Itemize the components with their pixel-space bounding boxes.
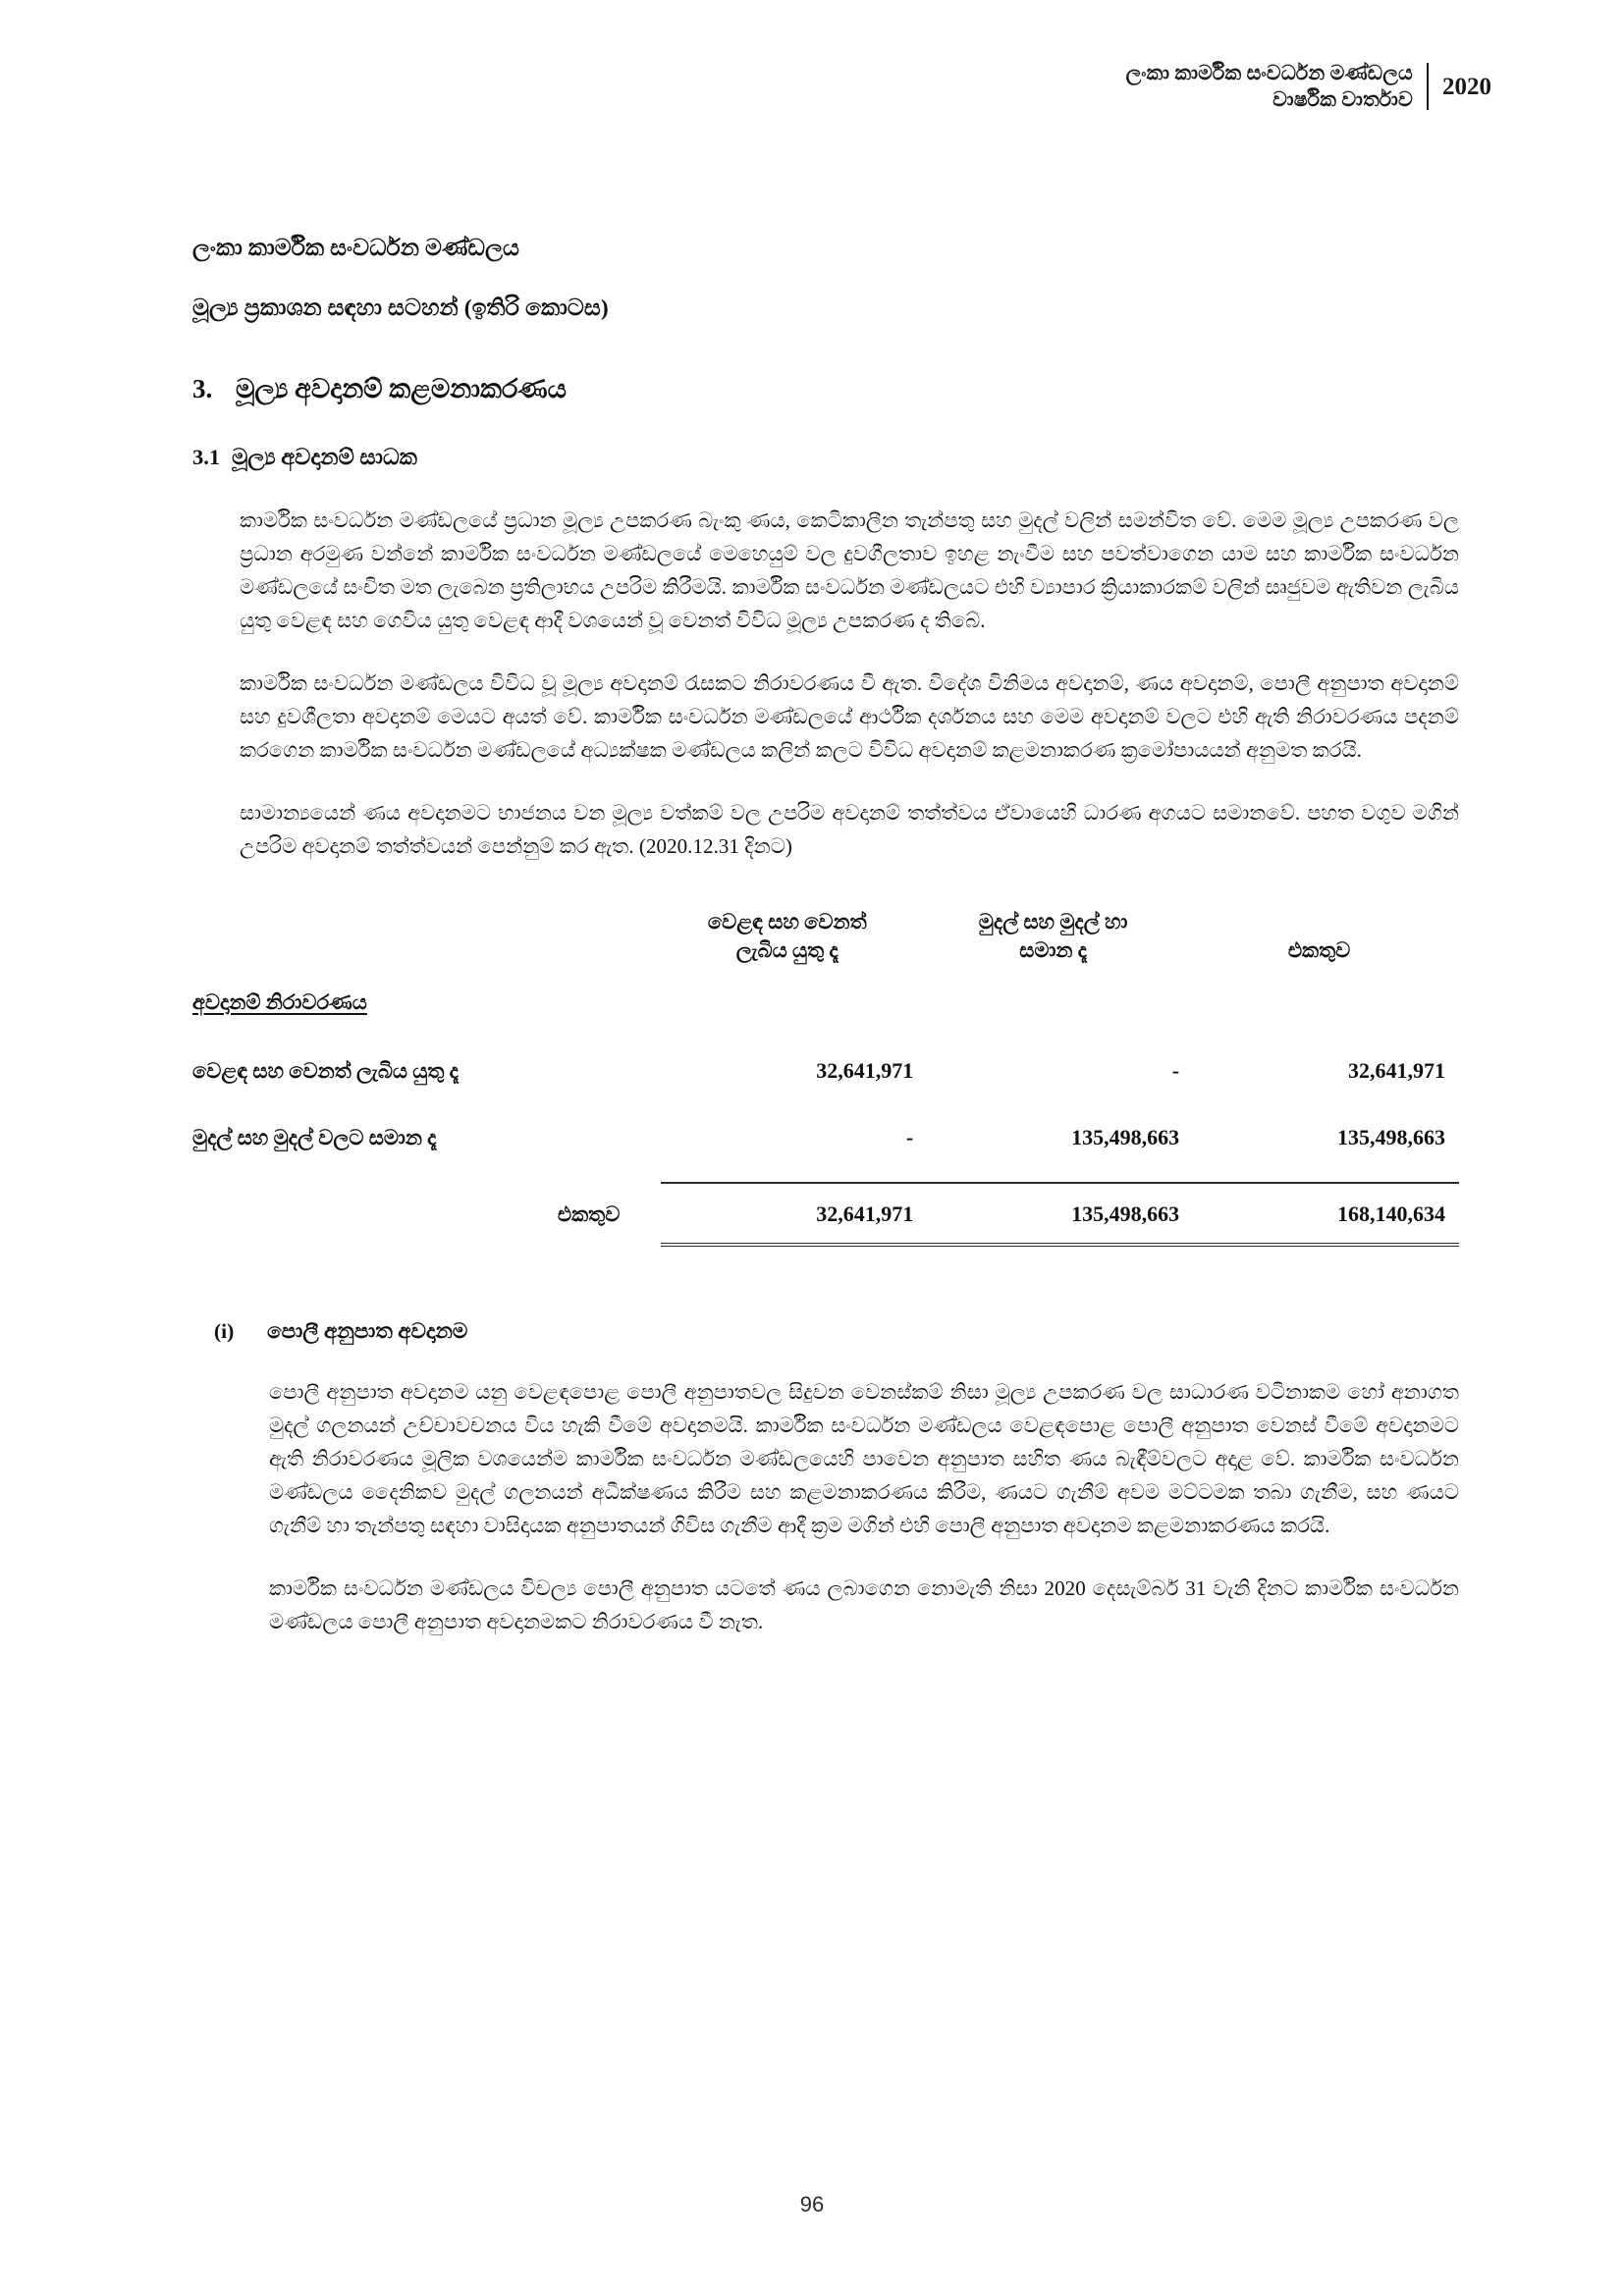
table-header-total-line1: එකතුව	[1287, 938, 1351, 963]
table-header-trade-receivables	[661, 908, 927, 990]
paragraph-3: සාමාන්‍යයෙන් ණය අවදානමට භාජනය වන මූල්‍ය වත්කම් වල උපරිම අවදානම් තත්ත්වය ඒවායෙහි ධාරණ අගයට සමානවේ. පහත වගුව මගින් උපරිම අවදානම් තත්ත්වයන් පෙන්නුම් කර ඇත. (2020.12.31 දිනට)	[240, 801, 1459, 859]
running-header	[1126, 61, 1491, 114]
section-heading	[192, 374, 1459, 405]
table-total-label: එකතුව	[557, 1202, 621, 1227]
table-group-label-cell	[192, 990, 661, 1048]
section-number: 3.	[192, 374, 213, 404]
table-cell-cash-equivalents: -	[1171, 1058, 1180, 1084]
table-cell-trade-receivables: -	[905, 1125, 914, 1150]
table-row	[192, 1115, 1459, 1183]
roman-subsection-body	[269, 1375, 1459, 1638]
section-heading-text: මූල්‍ය අවදානම් කළමනාකරණය	[236, 374, 568, 404]
page-number: 96	[799, 2192, 825, 2216]
roman-subsection-heading-text: පොලී අනුපාත අවදානම	[267, 1319, 468, 1344]
roman-paragraph-1: පොලී අනුපාත අවදානම යනු වෙළඳපොළ පොලී අනුපාතවල සිදුවන වෙනස්කම් නිසා මූල්‍ය උපකරණ වල සාධාරණ වටිනාකම හෝ අනාගත මුදල් ගලනයන් උච්චාවචනය විය හැකි වීමේ අවදානමයි. කාර්මික සංවර්ධන මණ්ඩලය වෙළඳපොළ පොලී අනුපාත වෙනස් වීමේ අවදානමට ඇති නිරාවරණය මූලික වශයෙන්ම කාර්මික සංවර්ධන මණ්ඩලයෙහි පාවෙන අනුපාත සහිත ණය බැඳීම්වලට අදාළ වේ. කාර්මික සංවර්ධන මණ්ඩලය දෛනිකව මුදල් ගලනයන් අධීක්ෂණය කිරීම සහ කළමනාකරණය කිරීම, ණයට ගැනීම් අවම මට්ටමක තබා ගැනීම, සහ ණයට ගැනීම් හා තැන්පතු සඳහා වාසිදායක අනුපාතයන් ගිවිස ගැනීම ආදී ක්‍රම මගින් එහි පොලී අනුපාත අවදානම කළමනාකරණය කරයි.	[269, 1380, 1459, 1538]
section-body	[240, 504, 1459, 863]
roman-numeral: (i)	[214, 1319, 235, 1344]
table-cell-total: 32,641,971	[1348, 1058, 1445, 1084]
table-row-label: මුදල් සහ මුදල් වලට සමාන දෑ	[192, 1126, 437, 1150]
roman-subsection-heading	[214, 1319, 1459, 1344]
table-header-cash-equivalents	[927, 908, 1193, 990]
table-cell-cash-equivalents: 135,498,663	[1071, 1125, 1180, 1150]
table-group-label-spacer-3	[1193, 990, 1459, 1048]
running-header-year: 2020	[1442, 74, 1491, 101]
table-group-label-spacer-1	[661, 990, 927, 1048]
table-group-label-row	[192, 990, 1459, 1048]
table-total-row	[192, 1183, 1459, 1245]
table-group-label: අවදානම් නිරාවරණය	[192, 990, 367, 1015]
subsection-heading-text: මූල්‍ය අවදානම් සාධක	[232, 445, 417, 470]
table-group-label-spacer-2	[927, 990, 1193, 1048]
subsection-number: 3.1	[192, 445, 221, 470]
table-total-trade-receivables: 32,641,971	[661, 1183, 927, 1245]
subsection-heading	[192, 445, 1459, 470]
table-header-blank	[192, 908, 661, 990]
table-total-cash-equivalents: 135,498,663	[927, 1183, 1193, 1245]
statement-title: මූල්‍ය ප්‍රකාශන සඳහා සටහන් (ඉතිරි කොටස)	[192, 294, 609, 321]
running-header-line1: ලංකා කාර්මික සංවර්ධන මණ්ඩලය	[1125, 63, 1413, 84]
table-header-cash-equivalents-line2: සමාන දෑ	[1019, 938, 1087, 963]
table-cell-total: 135,498,663	[1337, 1125, 1445, 1150]
table-header-row	[192, 908, 1459, 990]
risk-exposure-table	[192, 908, 1459, 1247]
table-header-trade-receivables-line1: වෙළඳ සහ වෙනත්	[707, 910, 867, 934]
table-row	[192, 1048, 1459, 1115]
table-header-cash-equivalents-line1: මුදල් සහ මුදල් හා	[978, 910, 1128, 934]
page-content	[192, 234, 1459, 1638]
roman-paragraph-2: කාර්මික සංවර්ධන මණ්ඩලය විචල්‍ය පොලී අනුපාත යටතේ ණය ලබාගෙන නොමැති නිසා 2020 දෙසැම්බර් 31 වැනි දිනට කාර්මික සංවර්ධන මණ්ඩලය පොලී අනුපාත අවදානමකට නිරාවරණය වී නැත.	[269, 1576, 1459, 1634]
paragraph-1: කාර්මික සංවර්ධන මණ්ඩලයේ ප්‍රධාන මූල්‍ය උපකරණ බැංකු ණය, කෙටිකාලීන තැන්පතු සහ මුදල් වලින් සමන්විත වේ. මෙම මූල්‍ය උපකරණ වල ප්‍රධාන අරමුණ වන්නේ කාර්මික සංවර්ධන මණ්ඩලයේ මෙහෙයුම් වල දුවගීලතාව ඉහළ නැංවීම සහ පවත්වාගෙන යාම සහ කාර්මික සංවර්ධන මණ්ඩලයේ සංචිත මත ලැබෙන ප්‍රතිලාභය උපරිම කිරීමයි. කාර්මික සංවර්ධන මණ්ඩලයට එහි ව්‍යාපාර ක්‍රියාකාරකම් වලින් සෘජුවම ඇතිවන ලැබිය යුතු වෙළඳ සහ ගෙවිය යුතු වෙළඳ ආදී වශයෙන් වූ වෙනත් විවිධ මූල්‍ය උපකරණ ද තිබේ.	[240, 508, 1459, 633]
table-header-trade-receivables-line2: ලැබිය යුතු දෑ	[735, 938, 839, 963]
paragraph-2: කාර්මික සංවර්ධන මණ්ඩලය විවිධ වූ මූල්‍ය අවදානම් රැසකට නිරාවරණය වී ඇත. විදේශ විනිමය අවදානම්, ණය අවදානම්, පොලී අනුපාත අවදානම් සහ දුවශීලතා අවදානම් මෙයට අයත් වේ. කාර්මික සංවර්ධන මණ්ඩලයේ ආර්ථික දර්ශනය සහ මෙම අවදානම් වලට එහි ඇති නිරාවරණය පදනම් කරගෙන කාර්මික සංවර්ධන මණ්ඩලයේ අධ්‍යක්ෂක මණ්ඩලය කලින් කලට විවිධ අවදානම් කළමනාකරණ ක්‍රමෝපායයන් අනුමත කරයි.	[240, 671, 1459, 763]
running-header-title	[1126, 61, 1427, 114]
table-row-label: වෙළඳ සහ වෙනත් ලැබිය යුතු දෑ	[192, 1058, 459, 1083]
organisation-title: ලංකා කාර්මික සංවර්ධන මණ්ඩලය	[192, 236, 520, 261]
table-header	[192, 908, 1459, 990]
table-body	[192, 990, 1459, 1245]
table-cell-trade-receivables: 32,641,971	[816, 1058, 914, 1084]
table-header-total	[1193, 908, 1459, 990]
running-header-line2: වාර්ෂික වාර්තාව	[1272, 89, 1413, 112]
table-total-grand: 168,140,634	[1193, 1183, 1459, 1245]
